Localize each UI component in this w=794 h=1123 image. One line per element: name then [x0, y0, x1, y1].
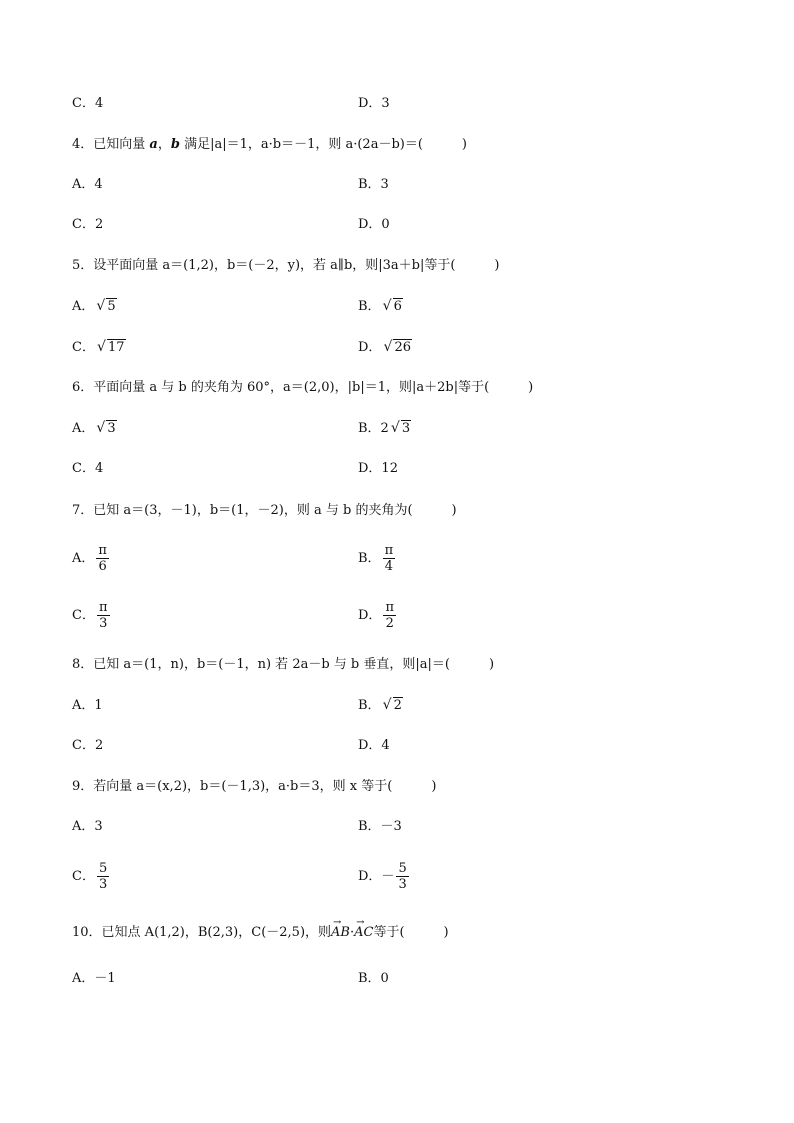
- sqrt-symbol: √ 26: [383, 339, 411, 355]
- sqrt-symbol: √ 3: [96, 420, 116, 436]
- radicand: 26: [394, 340, 411, 355]
- q6-option-b: [358, 420, 411, 438]
- q9-option-d: [358, 861, 411, 892]
- option-label: A．: [72, 421, 95, 436]
- q8-option-b: [358, 697, 403, 715]
- option-label: B．: [358, 551, 381, 566]
- q9-option-a: A．3: [72, 819, 103, 834]
- denominator: 2: [385, 616, 394, 631]
- q6-option-d: D．12: [358, 461, 398, 476]
- option-label: D．: [358, 608, 382, 623]
- q4-sep: ，: [157, 137, 171, 152]
- q6-option-a: [72, 420, 117, 438]
- sqrt-symbol: √ 17: [96, 339, 125, 355]
- q3-option-d: D．3: [358, 96, 390, 111]
- q7-option-c: [72, 600, 112, 631]
- q9-stem: 9．若向量 a＝(x,2)，b＝(－1,3)，a·b＝3，则 x 等于( ): [72, 779, 437, 794]
- option-label: A．: [72, 299, 95, 314]
- radicand: 3: [107, 421, 116, 436]
- q6-stem: 6．平面向量 a 与 b 的夹角为 60°，a＝(2,0)，|b|＝1，则|a＋2b|等于( ): [72, 380, 534, 395]
- q10-option-a: A．－1: [72, 971, 116, 986]
- q4-option-c: C．2: [72, 217, 104, 232]
- q8-option-a: A．1: [72, 698, 103, 713]
- q7-option-d: [358, 600, 398, 631]
- radicand: 6: [393, 299, 402, 314]
- numerator: π: [98, 600, 108, 615]
- denominator: 3: [398, 877, 407, 892]
- q9-option-b: B．－3: [358, 819, 402, 834]
- q10-stem-text: 10．已知点 A(1,2)，B(2,3)，C(－2,5)，则: [72, 925, 332, 940]
- vector-ab: → AB: [331, 924, 350, 942]
- numerator: π: [98, 543, 107, 558]
- q4-option-d: D．0: [358, 217, 390, 232]
- fraction: [383, 543, 396, 574]
- q5-option-c: [72, 339, 126, 357]
- option-label: B．2: [358, 421, 389, 436]
- sqrt-symbol: √ 2: [382, 697, 402, 713]
- q5-option-d: [358, 339, 412, 357]
- q7-option-a: [72, 543, 111, 574]
- q5-option-a: [72, 298, 117, 316]
- sqrt-symbol: √ 3: [390, 420, 411, 436]
- fraction: [396, 861, 408, 892]
- denominator: 6: [98, 559, 107, 574]
- fraction: [97, 600, 110, 631]
- q8-stem: 8．已知 a＝(1，n)，b＝(－1，n) 若 2a－b 与 b 垂直，则|a|＝( ): [72, 657, 495, 672]
- q4-var-b: b: [170, 137, 180, 152]
- numerator: π: [384, 543, 394, 558]
- q4-stem: [72, 136, 467, 154]
- numerator: 5: [398, 861, 407, 876]
- option-label: A．: [72, 551, 95, 566]
- numerator: 5: [98, 861, 108, 876]
- option-label: B．: [358, 299, 381, 314]
- q7-stem: 7．已知 a＝(3，－1)，b＝(1，－2)，则 a 与 b 的夹角为( ): [72, 503, 457, 518]
- vector-ac: → AC: [354, 924, 373, 942]
- option-label: C．: [72, 340, 95, 355]
- option-label: B．: [358, 698, 381, 713]
- q4-stem-rest: 满足|a|＝1，a·b＝－1，则 a·(2a－b)＝( ): [179, 137, 467, 152]
- dot-operator: ·: [349, 925, 355, 940]
- q10-stem-suffix: 等于( ): [373, 925, 449, 940]
- fraction: [97, 861, 109, 892]
- sqrt-symbol: √ 6: [382, 298, 402, 314]
- radicand: 2: [393, 698, 402, 713]
- denominator: 3: [98, 877, 108, 892]
- option-label: D．: [358, 340, 382, 355]
- q5-stem: 5．设平面向量 a＝(1,2)，b＝(－2，y)，若 a∥b，则|3a＋b|等于( ): [72, 258, 500, 273]
- q8-option-c: C．2: [72, 738, 104, 753]
- radicand: 5: [107, 299, 116, 314]
- option-label: C．: [72, 869, 95, 884]
- q7-option-b: [358, 543, 397, 574]
- radicand: 17: [107, 340, 125, 355]
- numerator: π: [385, 600, 394, 615]
- fraction: [96, 543, 109, 574]
- q10-option-b: B．0: [358, 971, 389, 986]
- option-label: C．: [72, 608, 95, 623]
- q8-option-d: D．4: [358, 738, 390, 753]
- option-label: D．－: [358, 869, 395, 884]
- q4-var-a: a: [149, 137, 158, 152]
- q10-stem: [72, 924, 449, 942]
- denominator: 3: [99, 616, 108, 631]
- fraction: [383, 600, 396, 631]
- denominator: 4: [384, 559, 393, 574]
- radicand: 3: [401, 421, 411, 436]
- q4-option-a: A．4: [72, 177, 103, 192]
- q6-option-c: C．4: [72, 461, 104, 476]
- sqrt-symbol: √ 5: [96, 298, 116, 314]
- q4-option-b: B．3: [358, 177, 389, 192]
- q3-option-c: C．4: [72, 96, 104, 111]
- q4-stem-text: 4．已知向量: [72, 137, 150, 152]
- q5-option-b: [358, 298, 403, 316]
- q9-option-c: [72, 861, 111, 892]
